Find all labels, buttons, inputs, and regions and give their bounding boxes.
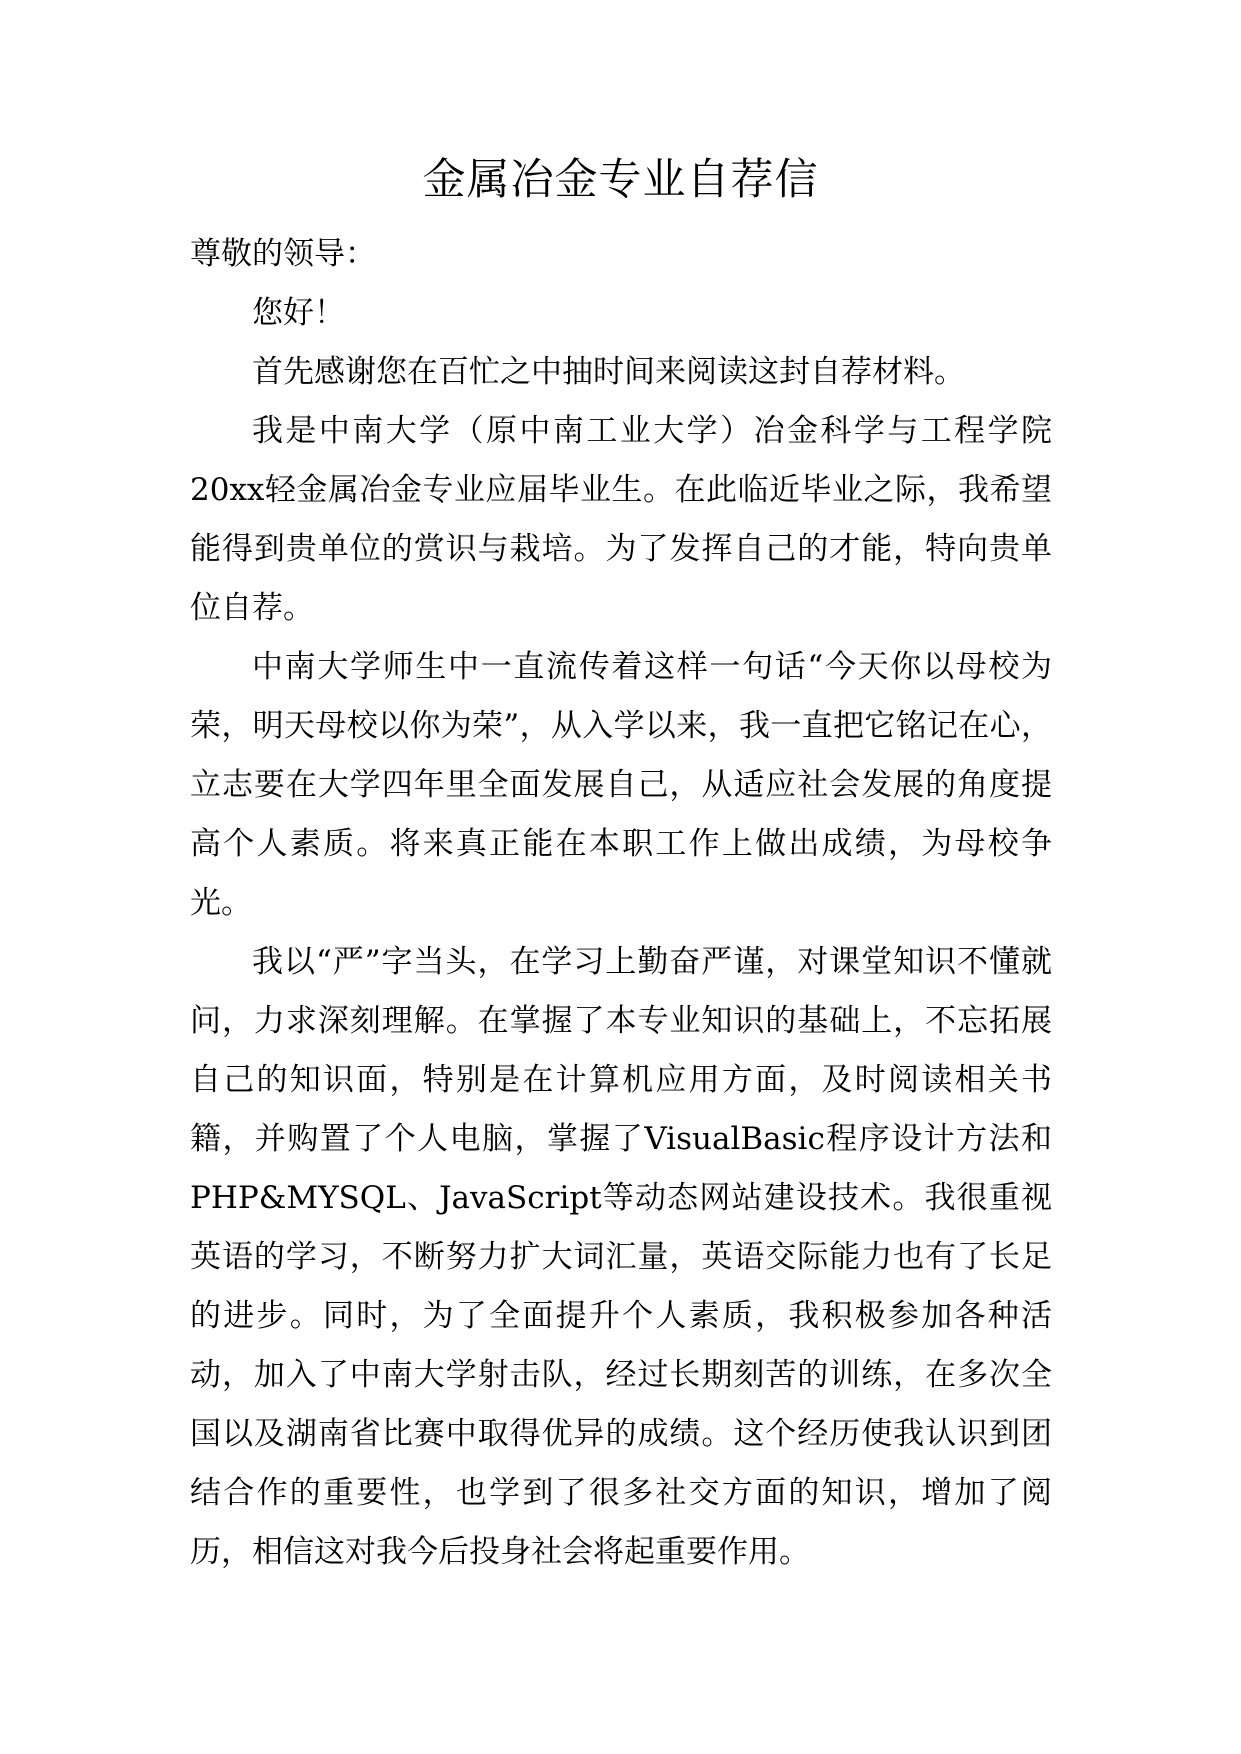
letter-body [190,225,1052,1582]
greeting-paragraph: 您好！ [252,295,345,331]
introduction-paragraph: 我是中南大学（原中南工业大学）冶金科学与工程学院20xx轻金属冶金专业应届毕业生。在此临近毕业之际，我希望能得到贵单位的赏识与栽培。为了发挥自己的才能，特向贵单位自荐。 [190,413,1052,626]
salutation: 尊敬的领导： [190,236,376,272]
thanks-paragraph: 首先感谢您在百忙之中抽时间来阅读这封自荐材料。 [252,354,965,390]
experience-paragraph: 我以“严”字当头，在学习上勤奋严谨，对课堂知识不懂就问，力求深刻理解。在掌握了本专业知识的基础上，不忘拓展自己的知识面，特别是在计算机应用方面，及时阅读相关书籍，并购置了个人电脑，掌握了VisualBasic程序设计方法和PHP&MYSQL、JavaScript等动态网站建设技术。我很重视英语的学习，不断努力扩大词汇量，英语交际能力也有了长足的进步。同时，为了全面提升个人素质，我积极参加各种活动，加入了中南大学射击队，经过长期刻苦的训练，在多次全国以及湖南省比赛中取得优异的成绩。这个经历使我认识到团结合作的重要性，也学到了很多社交方面的知识，增加了阅历，相信这对我今后投身社会将起重要作用。 [190,944,1052,1570]
document-title: 金属冶金专业自荐信 [422,155,819,205]
motto-paragraph: 中南大学师生中一直流传着这样一句话“今天你以母校为荣，明天母校以你为荣”，从入学以来，我一直把它铭记在心，立志要在大学四年里全面发展自己，从适应社会发展的角度提高个人素质。将来真正能在本职工作上做出成绩，为母校争光。 [190,649,1052,921]
